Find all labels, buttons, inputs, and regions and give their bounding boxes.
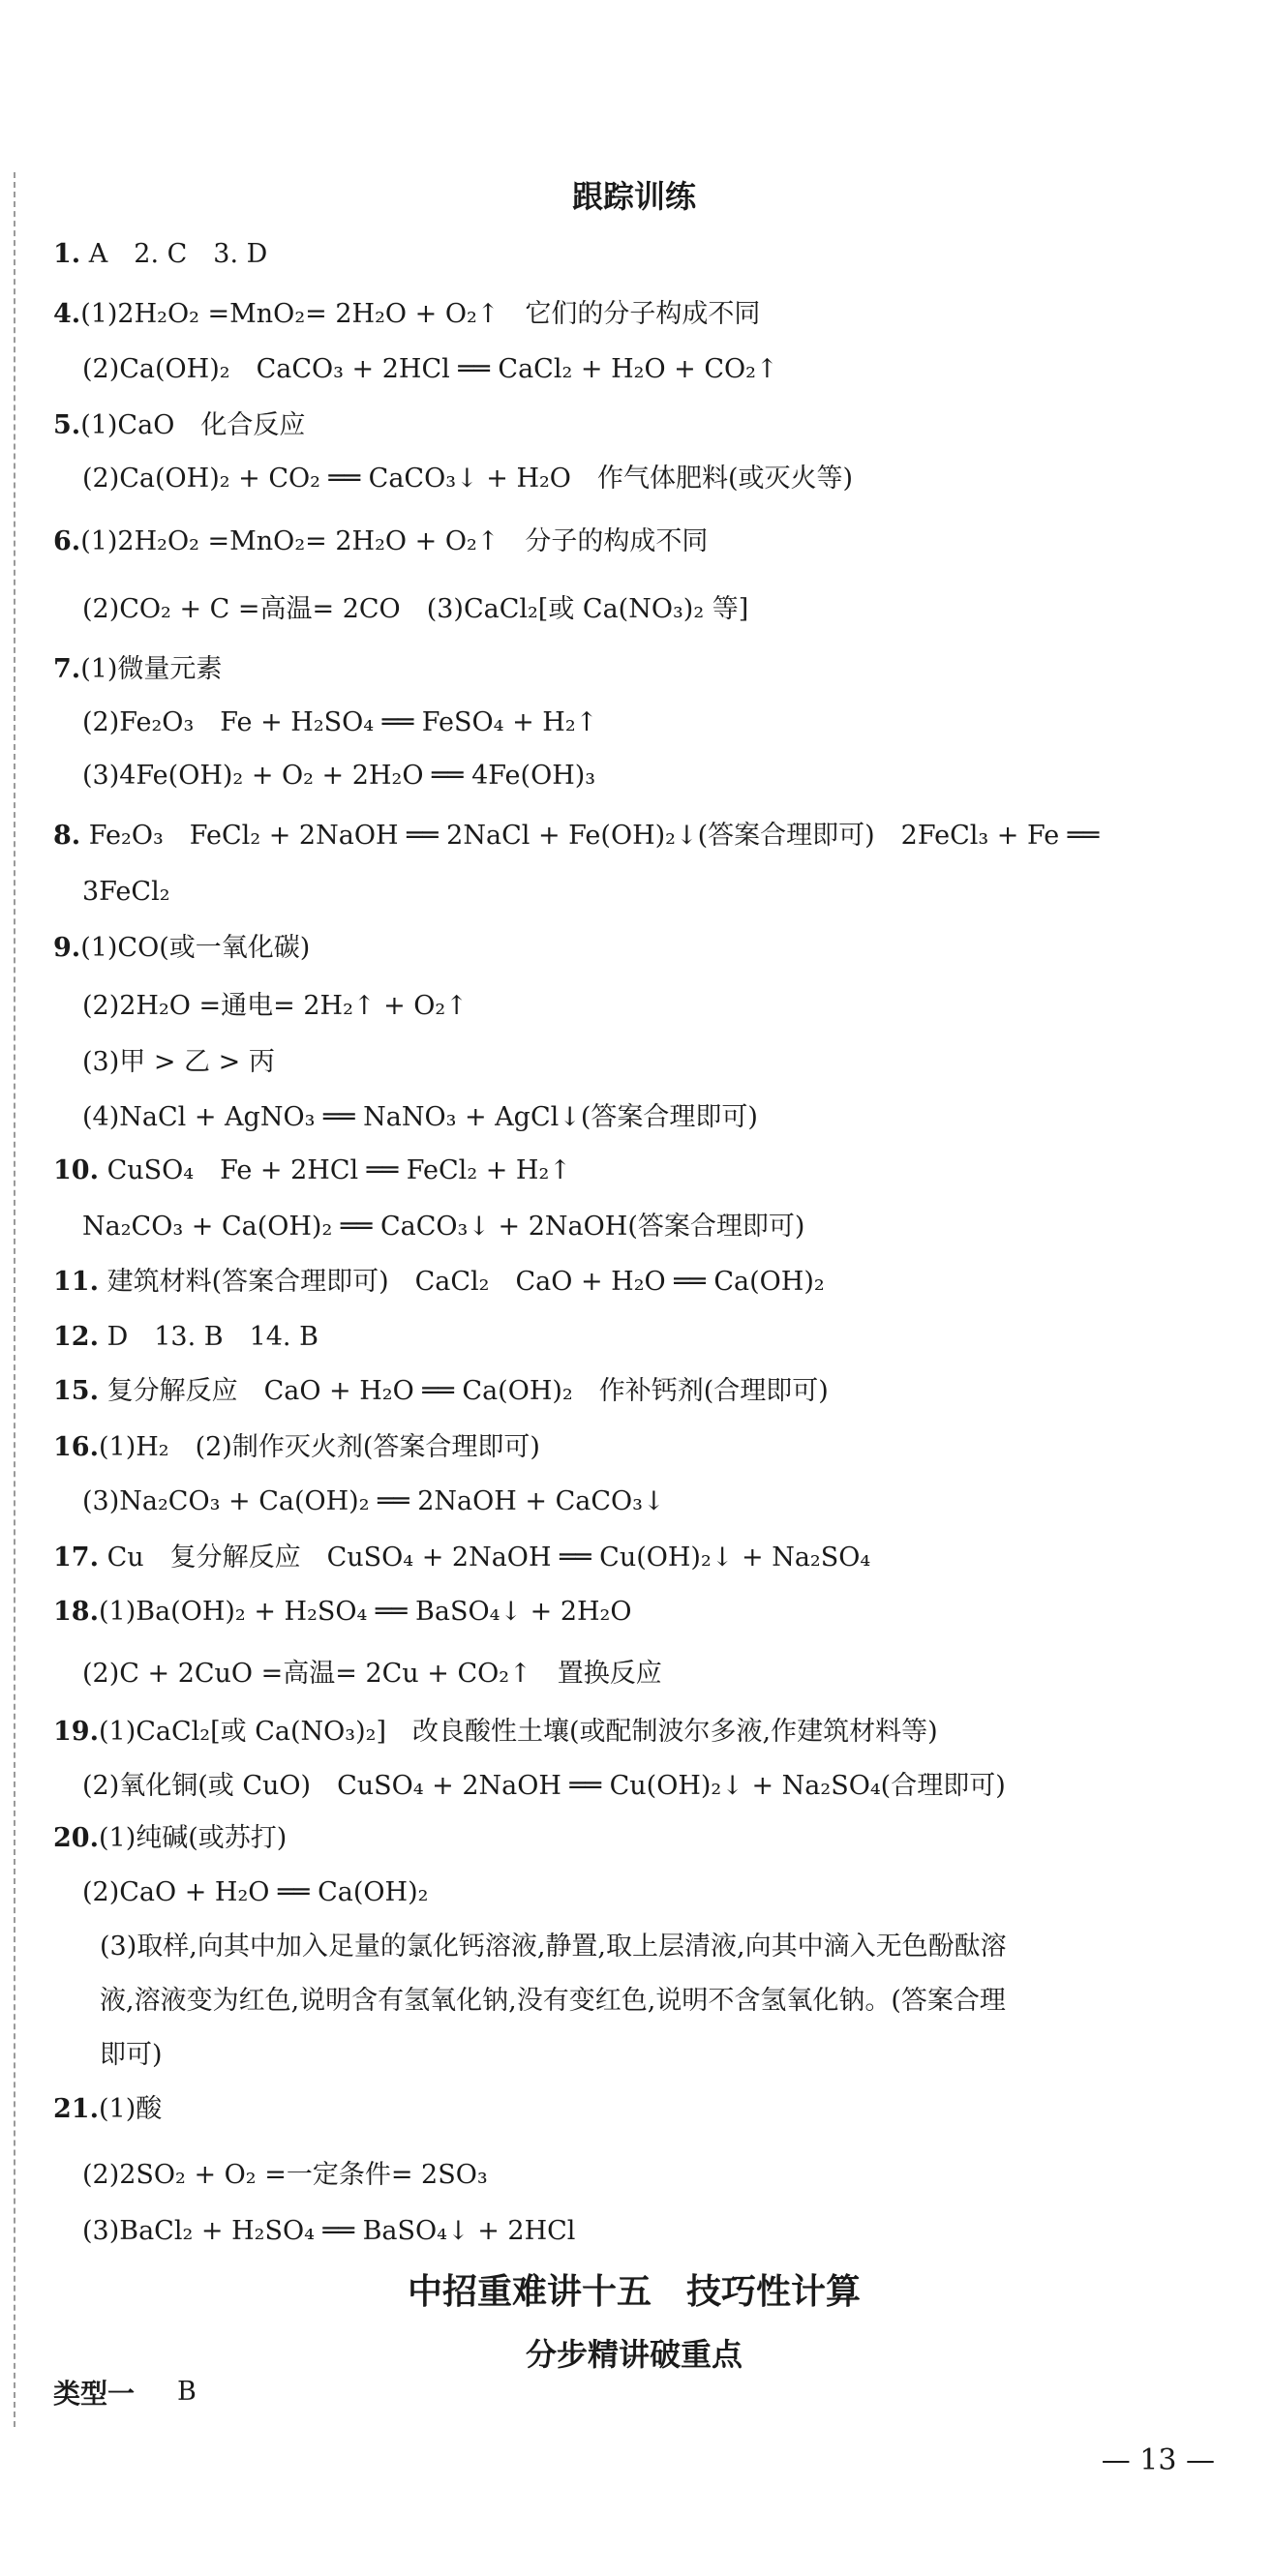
answer-text: (3)Na₂CO₃ + Ca(OH)₂ ══ 2NaOH + CaCO₃↓	[82, 1486, 665, 1516]
answer-text: D 13. B 14. B	[98, 1322, 318, 1352]
answer-text: 建筑材料(答案合理即可) CaCl₂ CaO + H₂O ══ Ca(OH)₂	[98, 1267, 825, 1297]
answer-text: (3)甲 > 乙 > 丙	[82, 1047, 275, 1077]
answer-line	[53, 1593, 632, 1632]
chapter-title: 中招重难讲十五 技巧性计算	[407, 2272, 861, 2312]
answer-text: Cu 复分解反应 CuSO₄ + 2NaOH ══ Cu(OH)₂↓ + Na₂SO₄	[98, 1543, 871, 1573]
answer-line	[53, 929, 310, 968]
question-number: 18.	[53, 1597, 99, 1627]
answer-line	[82, 350, 778, 389]
answer-text: (2)CO₂ + C =高温= 2CO (3)CaCl₂[或 Ca(NO₃)₂ 等]	[82, 594, 749, 624]
answer-line	[53, 2090, 162, 2129]
answer-line	[53, 1372, 829, 1411]
page-number: — 13 —	[1101, 2443, 1215, 2477]
answer-text: (1)CO(或一氧化碳)	[80, 933, 311, 963]
answer-text: (1)酸	[98, 2094, 163, 2124]
answer-text: 液,溶液变为红色,说明含有氢氧化钠,没有变红色,说明不含氢氧化钠。(答案合理	[100, 1986, 1006, 2016]
answer-text: (1)微量元素	[80, 654, 223, 684]
answer-text: A 2. C 3. D	[80, 239, 268, 269]
question-number: 8.	[53, 821, 81, 851]
question-number: 16.	[53, 1432, 99, 1462]
type-label: 类型一	[53, 2378, 136, 2410]
answer-line	[53, 650, 222, 689]
answer-text: (3)取样,向其中加入足量的氯化钙溶液,静置,取上层清液,向其中滴入无色酚酞溶	[100, 1932, 1007, 1962]
answer-line	[82, 1098, 758, 1137]
answer-line	[100, 2036, 163, 2075]
answer-text: (2)氧化铜(或 CuO) CuSO₄ + 2NaOH ══ Cu(OH)₂↓ + Na₂SO₄(合理即可)	[82, 1771, 1006, 1801]
question-number: 12.	[53, 1322, 99, 1352]
question-number: 17.	[53, 1543, 99, 1573]
answer-text: (2)2H₂O =通电= 2H₂↑ + O₂↑	[82, 991, 468, 1021]
answer-line	[100, 1982, 1006, 2021]
answer-text: (4)NaCl + AgNO₃ ══ NaNO₃ + AgCl↓(答案合理即可)	[82, 1102, 758, 1132]
answer-line	[82, 1208, 804, 1246]
answer-line	[82, 1483, 665, 1521]
answer-text: (2)2SO₂ + O₂ =一定条件= 2SO₃	[82, 2160, 488, 2190]
question-number: 11.	[53, 1267, 99, 1297]
answer-text: (2)CaO + H₂O ══ Ca(OH)₂	[82, 1877, 429, 1907]
answer-line	[82, 2212, 575, 2251]
answer-line	[53, 1539, 870, 1577]
type-answer: B	[177, 2377, 197, 2407]
answer-line	[53, 1819, 287, 1858]
answer-text: 即可)	[100, 2040, 163, 2070]
answer-line	[53, 1428, 540, 1467]
section-title: 跟踪训练	[571, 178, 696, 215]
question-number: 4.	[53, 299, 81, 329]
answer-line	[53, 523, 708, 561]
answer-text: (1)H₂ (2)制作灭火剂(答案合理即可)	[98, 1432, 540, 1462]
answer-text: (2)Ca(OH)₂ + CO₂ ══ CaCO₃↓ + H₂O 作气体肥料(或灭火等)	[82, 464, 854, 494]
sub-title: 分步精讲破重点	[525, 2336, 743, 2373]
answer-text: (1)Ba(OH)₂ + H₂SO₄ ══ BaSO₄↓ + 2H₂O	[98, 1597, 632, 1627]
answer-text: (1)CaO 化合反应	[80, 410, 306, 440]
answer-text: (1)CaCl₂[或 Ca(NO₃)₂] 改良酸性土壤(或配制波尔多液,作建筑材料等)	[98, 1717, 938, 1747]
question-number: 19.	[53, 1717, 99, 1747]
answer-text: 复分解反应 CaO + H₂O ══ Ca(OH)₂ 作补钙剂(合理即可)	[98, 1376, 829, 1406]
answer-line	[53, 295, 760, 334]
answer-text: (1)2H₂O₂ =MnO₂= 2H₂O + O₂↑ 它们的分子构成不同	[80, 299, 761, 329]
answer-text: (1)2H₂O₂ =MnO₂= 2H₂O + O₂↑ 分子的构成不同	[80, 526, 709, 556]
answer-text: (2)C + 2CuO =高温= 2Cu + CO₂↑ 置换反应	[82, 1659, 662, 1689]
answer-line	[82, 873, 170, 912]
answer-line	[53, 406, 305, 445]
answer-line	[82, 1043, 275, 1082]
answer-text: (2)Fe₂O₃ Fe + H₂SO₄ ══ FeSO₄ + H₂↑	[82, 707, 598, 737]
question-number: 21.	[53, 2094, 99, 2124]
answer-text: (3)BaCl₂ + H₂SO₄ ══ BaSO₄↓ + 2HCl	[82, 2216, 576, 2246]
question-number: 20.	[53, 1823, 99, 1853]
answer-text: CuSO₄ Fe + 2HCl ══ FeCl₂ + H₂↑	[98, 1155, 571, 1185]
answer-text: Fe₂O₃ FeCl₂ + 2NaOH ══ 2NaCl + Fe(OH)₂↓(答案合理即可) 2FeCl₃ + Fe ══	[80, 821, 1100, 851]
answer-line	[82, 460, 853, 498]
answer-line	[53, 1263, 825, 1302]
answer-line	[82, 2156, 488, 2195]
answer-line	[82, 757, 595, 795]
answer-line	[53, 235, 267, 274]
answer-line	[82, 1767, 1006, 1806]
question-number: 15.	[53, 1376, 99, 1406]
answer-line	[82, 1873, 428, 1912]
answer-line	[82, 987, 468, 1026]
binding-margin-line	[14, 172, 15, 2427]
answer-line	[82, 1655, 662, 1693]
answer-line	[82, 590, 748, 629]
answer-text: (3)4Fe(OH)₂ + O₂ + 2H₂O ══ 4Fe(OH)₃	[82, 761, 596, 791]
answer-text: Na₂CO₃ + Ca(OH)₂ ══ CaCO₃↓ + 2NaOH(答案合理即可)	[82, 1212, 805, 1242]
answer-text: (1)纯碱(或苏打)	[98, 1823, 288, 1853]
answer-line	[53, 1713, 938, 1752]
answer-line	[100, 1928, 1007, 1966]
question-number: 10.	[53, 1155, 99, 1185]
question-number: 5.	[53, 410, 81, 440]
question-number: 9.	[53, 933, 81, 963]
answer-text: (2)Ca(OH)₂ CaCO₃ + 2HCl ══ CaCl₂ + H₂O + CO₂↑	[82, 354, 778, 384]
answer-text: 3FeCl₂	[82, 877, 170, 907]
answer-line	[53, 1152, 571, 1190]
question-number: 1.	[53, 239, 81, 269]
answer-line	[53, 1318, 318, 1357]
question-number: 6.	[53, 526, 81, 556]
answer-line	[82, 704, 597, 742]
answer-line	[53, 817, 1099, 855]
question-number: 7.	[53, 654, 81, 684]
